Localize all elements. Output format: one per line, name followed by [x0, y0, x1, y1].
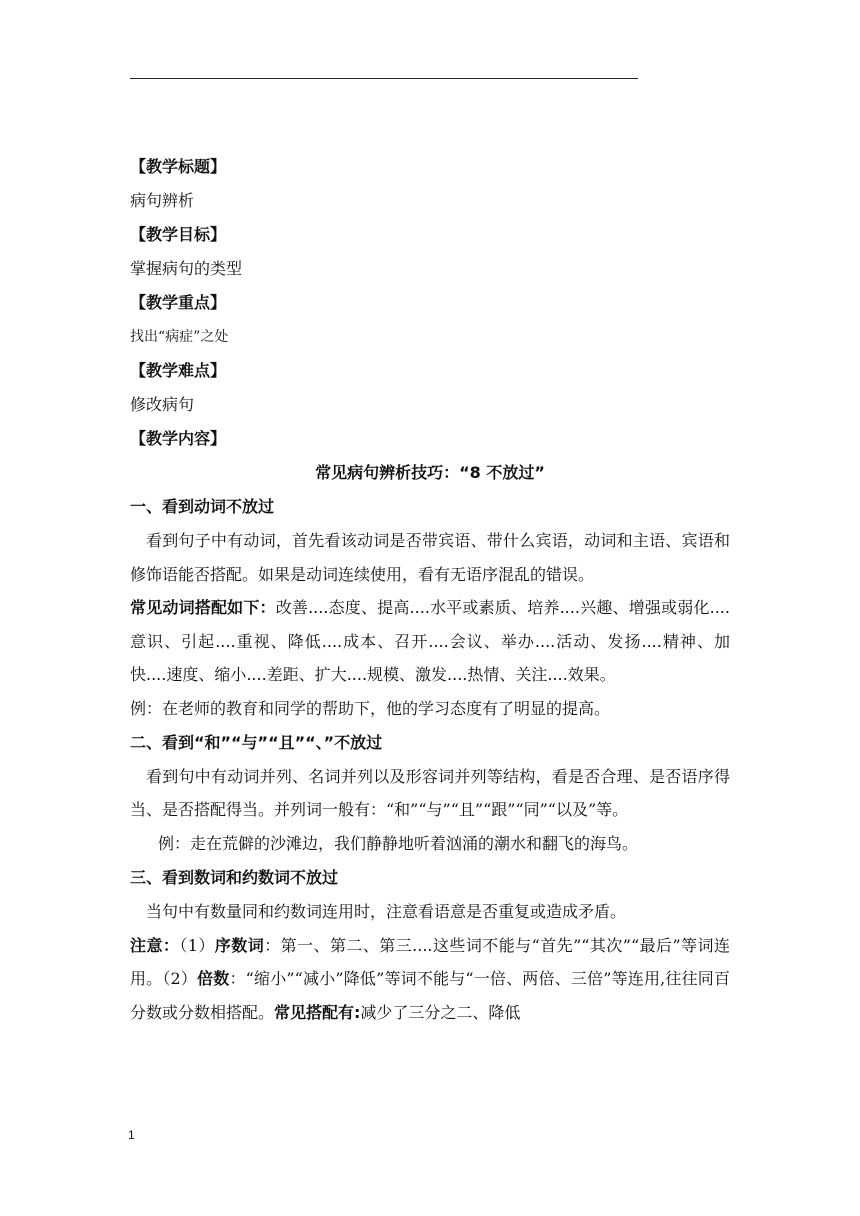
section-3-heading: 三、看到数词和约数词不放过 — [130, 867, 339, 887]
section-2-heading: 二、看到“和”“与”“且”“、”不放过 — [130, 732, 383, 752]
note-part-3: ：“缩小”“减小”降低”等词不能与“一倍、两倍、三倍”等连用,往往同百分数或分数相搭配。 — [130, 969, 730, 1022]
center-title: 常见病句辨析技巧：“8 不放过” — [315, 463, 545, 482]
ordinal-label: 序数词 — [214, 935, 265, 955]
note-part-4: 减少了三分之二、降低 — [360, 1002, 521, 1022]
section-1-body: 看到句子中有动词，首先看该动词是否带宾语、带什么宾语，动词和主语、宾语和修饰语能否搭配。如果是动词连续使用，看有无语序混乱的错误。 — [130, 531, 730, 584]
note-part-1: （1） — [179, 935, 215, 955]
note-part-2: ：第一、第二、第三....这些词不能与“首先”“其次”“最后”等词连用。（2） — [130, 935, 730, 988]
section-2-example: 例：走在荒僻的沙滩边，我们静静地听着汹涌的潮水和翻飞的海鸟。 — [158, 833, 639, 853]
common-label: 常见搭配有: — [274, 1002, 361, 1022]
section-1-heading: 一、看到动词不放过 — [130, 497, 275, 516]
section-1-match-paragraph — [130, 591, 730, 692]
title-text: 病句辨析 — [130, 191, 195, 210]
match-text: 改善....态度、提高....水平或素质、培养....兴趣、增强或弱化....意识、引起....重视、降低....成本、召开....会议、举办....活动、发扬....精神、加快....速度、缩小....差距、扩大....规模、激发....热情、关注....效果。 — [130, 598, 730, 684]
difficulty-heading: 【教学难点】 — [130, 361, 227, 380]
multiple-label: 倍数 — [197, 969, 230, 988]
difficulty-text: 修改病句 — [130, 395, 195, 414]
page-number: 1 — [128, 1128, 135, 1142]
key-text: 找出“病症”之处 — [130, 329, 229, 345]
section-2-body: 看到句中有动词并列、名词并列以及形容词并列等结构，看是否合理、是否语序得当、是否搭配得当。并列词一般有：“和”“与”“且”“跟”“同”“以及”等。 — [130, 766, 730, 819]
section-3-body: 当句中有数量同和约数词连用时，注意看语意是否重复或造成矛盾。 — [146, 901, 627, 921]
goal-text: 掌握病句的类型 — [130, 259, 243, 278]
note-label: 注意： — [130, 935, 180, 955]
key-heading: 【教学重点】 — [130, 293, 227, 312]
header-rule — [130, 78, 638, 79]
content-heading: 【教学内容】 — [130, 429, 227, 448]
section-1-example: 例：在老师的教育和同学的帮助下，他的学习态度有了明显的提高。 — [130, 698, 611, 718]
section-3-note — [130, 929, 730, 1030]
title-heading: 【教学标题】 — [130, 157, 227, 176]
goal-heading: 【教学目标】 — [130, 225, 227, 244]
document-body — [130, 150, 730, 1029]
match-label: 常见动词搭配如下： — [130, 598, 276, 617]
